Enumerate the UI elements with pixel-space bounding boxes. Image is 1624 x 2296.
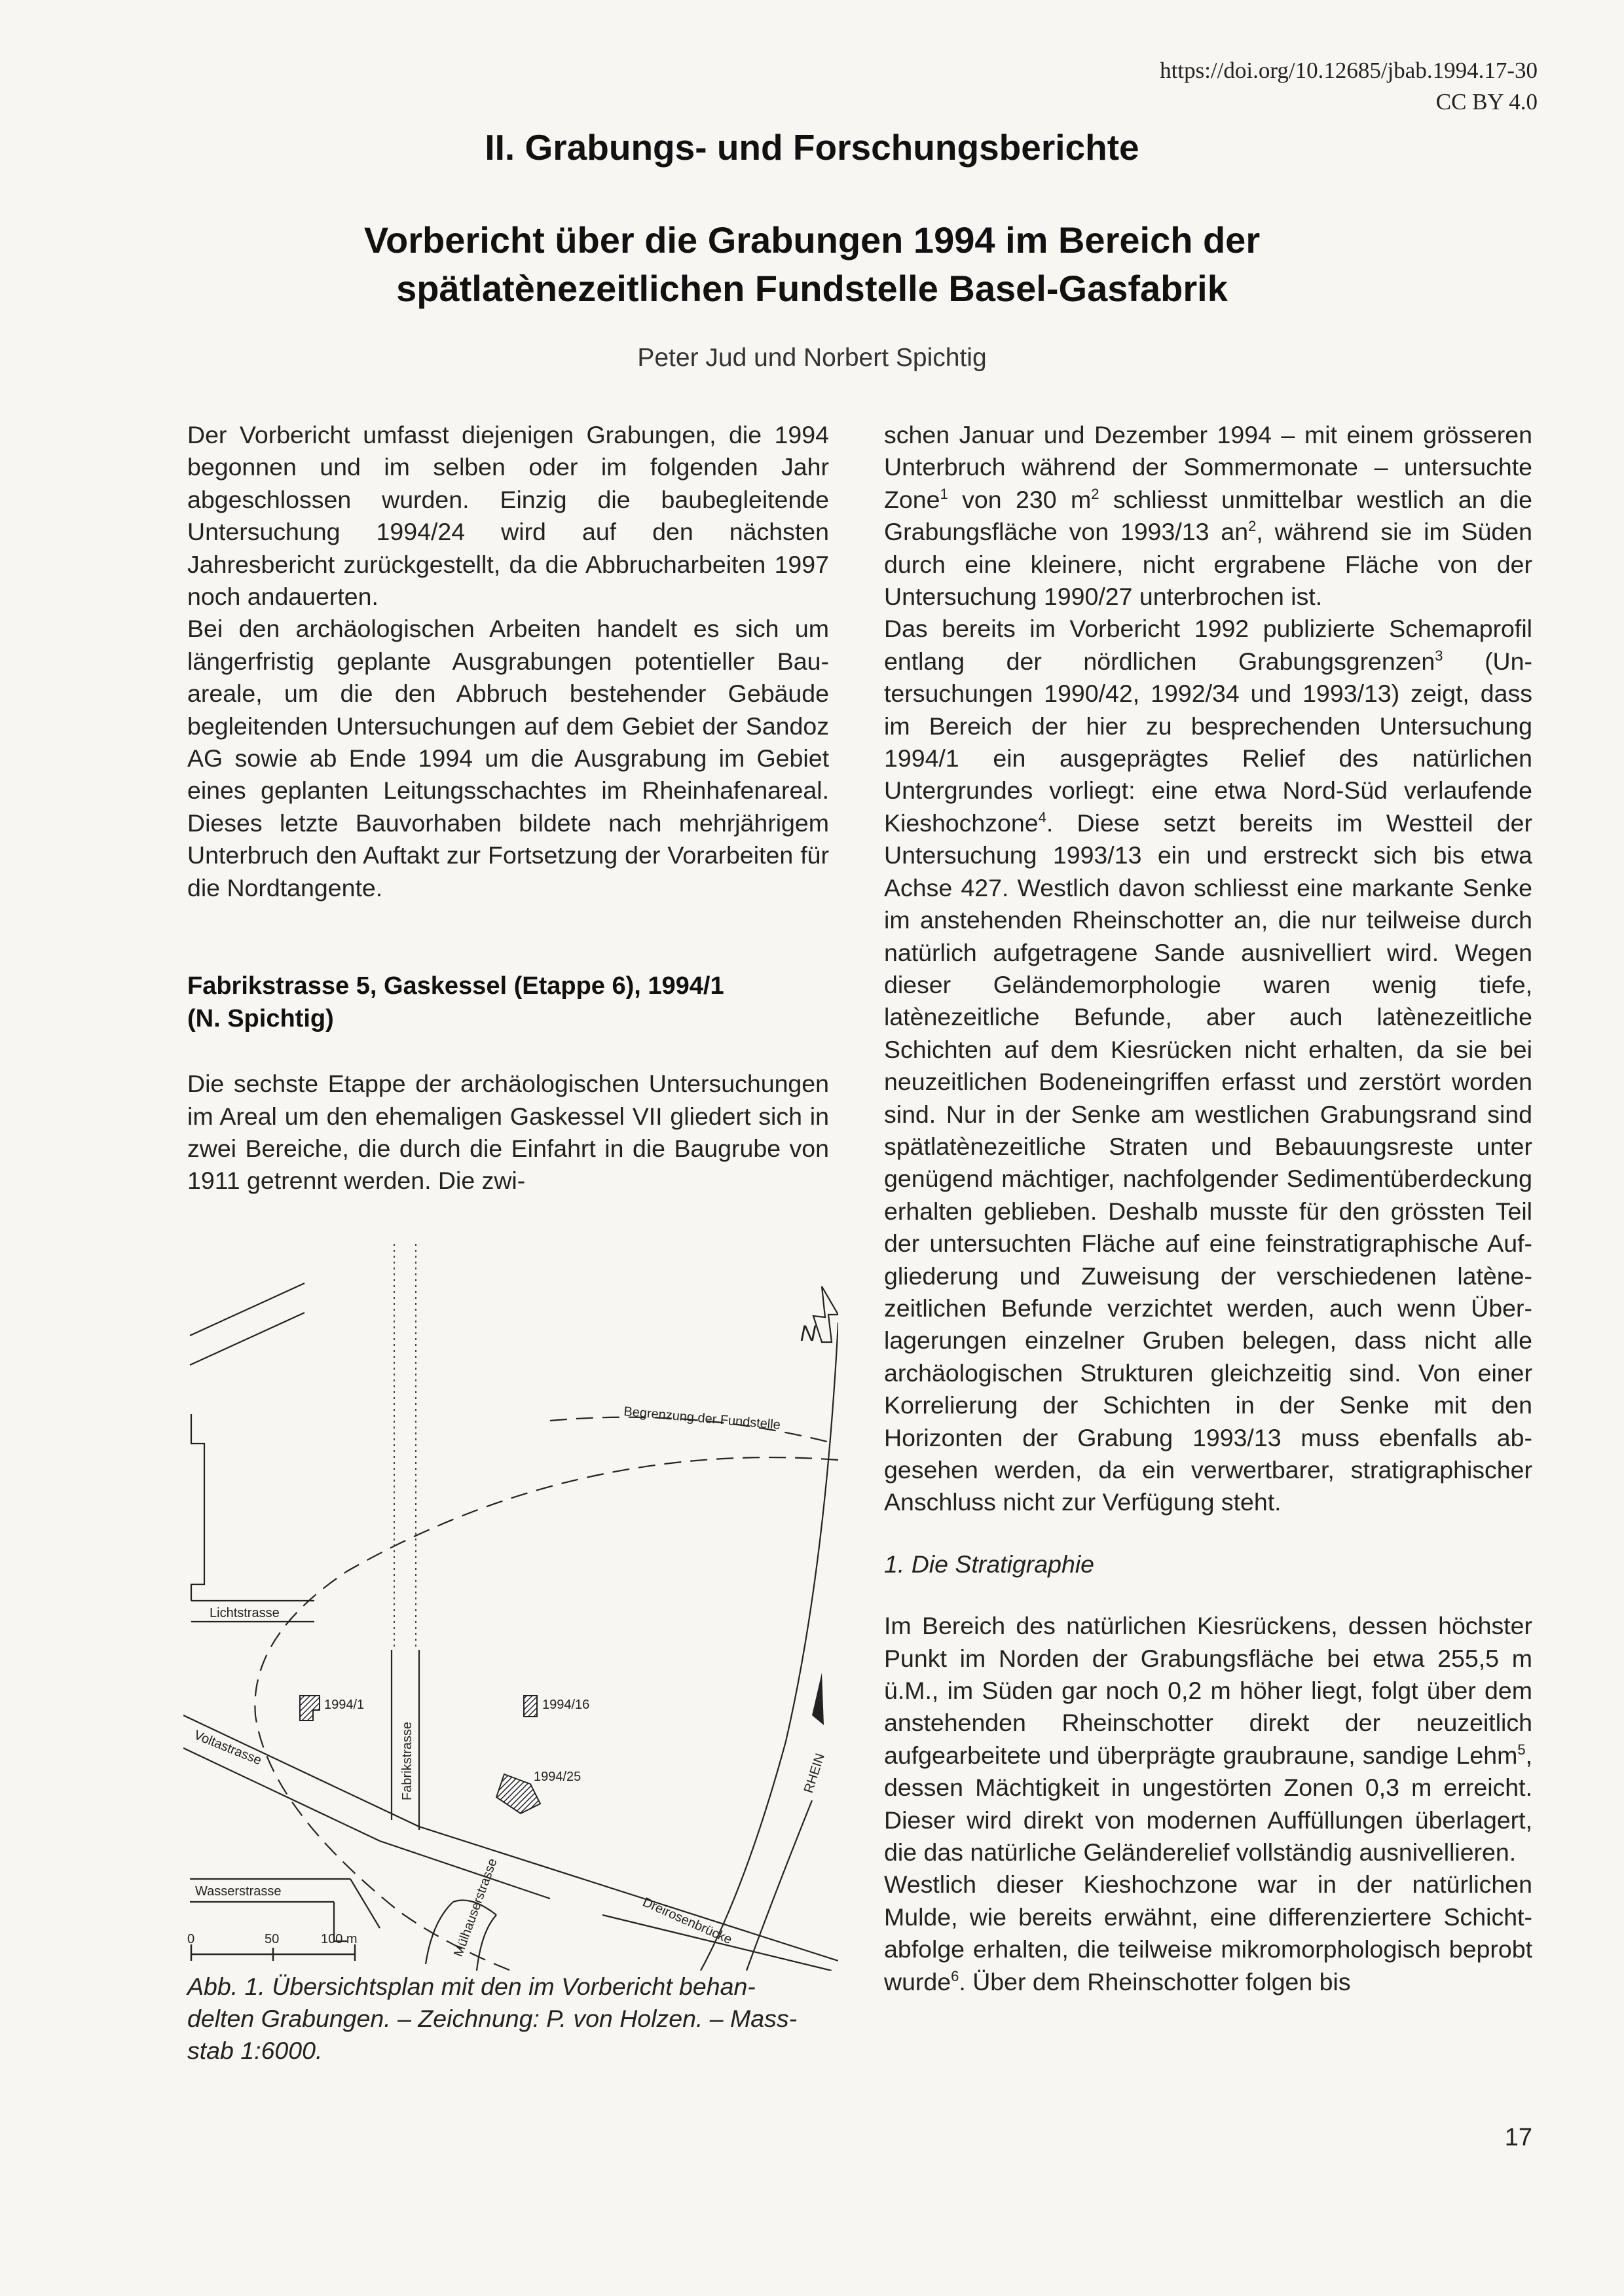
heading-line-2: (N. Spichtig) xyxy=(187,1005,334,1033)
footnote-ref[interactable]: 2 xyxy=(1248,518,1257,535)
map-building-outline xyxy=(191,1414,204,1601)
scale-bar xyxy=(191,1944,355,1961)
article-title xyxy=(0,216,1624,313)
right-column xyxy=(884,419,1532,1998)
text-run: (Untersuchungen 1990/42, 1992/34 und 1993/13) zeigt, dass im Bereich der hier zu besprechenden Untersuchung 1994/1 ein ausgeprägtes Relief des natürlichen Untergrundes vorliegt: eine etwa Nord-Süd verlaufende Kieshochzone xyxy=(884,647,1532,837)
map-building-line xyxy=(350,1879,380,1928)
fabrikstrasse-label: Fabrikstrasse xyxy=(400,1721,415,1800)
paragraph-profile xyxy=(884,613,1532,1518)
map-muelhauserstrasse-edge xyxy=(426,1902,453,1964)
footnote-ref[interactable]: 1 xyxy=(940,485,948,502)
map-road-edge xyxy=(602,1915,832,1971)
north-arrow-icon xyxy=(813,1286,838,1342)
site-plan-figure xyxy=(183,1244,838,1971)
heading-line-1: Fabrikstrasse 5, Gaskessel (Etappe 6), 1994/1 xyxy=(187,972,724,1000)
text-run: von 230 m xyxy=(948,485,1092,513)
article-title-line-1: Vorbericht über die Grabungen 1994 im Bereich der xyxy=(363,219,1261,261)
map-voltastrasse-edge xyxy=(183,1715,419,1827)
text-run: . Über dem Rheinschotter folgen bis xyxy=(959,1967,1351,1995)
footnote-ref[interactable]: 4 xyxy=(1038,809,1046,826)
map-building-line xyxy=(190,1283,304,1336)
scale-label-0: 0 xyxy=(187,1932,195,1946)
text-run: Westlich dieser Kieshochzone war in der natürlichen Mulde, wie bereits erwähnt, eine differenziertere Schichtabfolge erhalten, die teilweise mikromorphologisch beprobt wurde xyxy=(884,1870,1532,1995)
flow-arrow-icon xyxy=(812,1673,824,1725)
map-muelhauserstrasse-edge xyxy=(477,1915,496,1971)
article-title-line-2: spätlatènezeitlichen Fundstelle Basel-Gasfabrik xyxy=(396,268,1228,309)
paragraph-kiesruecken xyxy=(884,1610,1532,1868)
text-run: , dessen Mächtigkeit in ungestörten Zonen 0,3 m erreicht. Dieser wird direkt von modernen Auffüllungen überlagert, die das natürliche Geländerelief vollständig ausnivellieren. xyxy=(884,1741,1532,1867)
text-run: schliesst unmittelbar westlich an die Grabungsfläche von 1993/13 an xyxy=(884,485,1532,546)
site-label-1994-1: 1994/1 xyxy=(324,1698,365,1712)
paragraph-work-overview: Bei den archäologischen Arbeiten handelt es sich um längerfristig geplante Ausgrabungen potentieller Bauareale, um die den Abbruch bestehender Gebäude begleitenden Untersuchungen auf dem Gebiet der Sandoz AG sowie ab Ende 1994 um die Ausgrabung im Gebiet eines geplanten Leitungsschachtes im Rheinhafenareal. Dieses letzte Bauvorhaben bildete nach mehrjährigem Unterbruch den Auftakt zur Fortsetzung der Vorarbeiten für die Nordtangente. xyxy=(187,615,829,902)
text-run: Im Bereich des natürlichen Kiesrückens, dessen höchster Punkt im Norden der Grabungsfläche bei etwa 255,5 m ü.M., im Süden gar noch 0,2 m höher liegt, folgt über dem anstehenden Rheinschotter direkt der neuzeitlich aufgearbeitete und überprägte graubraune, sandige Lehm xyxy=(884,1612,1532,1769)
license: CC BY 4.0 xyxy=(1435,89,1538,115)
map-building-line xyxy=(190,1313,304,1365)
text-run: Das bereits im Vorbericht 1992 publizierte Schemaprofil entlang der nördlichen Grabungsgrenzen xyxy=(884,615,1532,675)
superscript-square: 2 xyxy=(1091,485,1099,502)
wasserstrasse-label: Wasserstrasse xyxy=(195,1884,282,1899)
paragraph-stage-six: Die sechste Etappe der archäologischen Untersuchungen im Areal um den ehemaligen Gaskessel VII gliedert sich in zwei Bereiche, die durch die Einfahrt in die Baugrube von 1911 getrennt werden. Die zwi- xyxy=(187,1070,829,1195)
paragraph-zone xyxy=(884,419,1532,613)
paragraph-mulde xyxy=(884,1868,1532,1998)
text-run: , während sie im Süden durch eine kleinere, nicht ergrabene Fläche von der Untersuchung 1990/27 unterbrochen ist. xyxy=(884,518,1532,611)
site-label-1994-25: 1994/25 xyxy=(534,1770,581,1784)
rhein-label: RHEIN xyxy=(801,1751,828,1795)
scale-label-100: 100 m xyxy=(321,1932,358,1946)
doi-header xyxy=(1079,55,1538,118)
subsection-heading-stratigraphy: 1. Die Stratigraphie xyxy=(884,1550,1095,1578)
footnote-ref[interactable]: 6 xyxy=(951,1967,959,1984)
text-run: . Diese setzt bereits im Westteil der Untersuchung 1993/13 ein und erstreckt sich bis etwa Achse 427. Westlich davon schliesst eine markante Senke im anstehenden Rheinschotter an, die nur teilweise durch natürlich aufgetragene Sande ausnivelliert wird. Wegen dieser Geländemorphologie waren wenig tiefe, latènezeitliche Befunde, aber auch latènezeitliche Schichten auf dem Kiesrücken nicht erhalten, da sie bei neuzeitlichen Bodeneingriffen erfasst und zerstört worden sind. Nur in der Senke am westlichen Grabungsrand sind spätlatènezeitliche Straten und Bebauungsreste unter genügend mächtiger, nachfolgender Sedimentüberdeckung erhalten geblieben. Deshalb musste für den grössten Teil der untersuchten Fläche auf eine feinstratigraphische Aufgliederung und Zuweisung der verschiedenen latènezeitlichen Befunde verzichtet werden, auch wenn Überlagerungen einzelner Gruben belegen, dass nicht alle archäologischen Strukturen gleichzeitig sind. Von einer Korrelierung der Schichten in der Senke mit den Horizonten der Grabung 1993/13 muss ebenfalls abgesehen werden, da ein verwertbarer, stratigraphischer Anschluss nicht zur Verfügung steht. xyxy=(884,809,1532,1516)
lichtstrasse-label: Lichtstrasse xyxy=(210,1606,280,1620)
footnote-ref[interactable]: 5 xyxy=(1517,1741,1526,1758)
left-column xyxy=(187,419,829,1197)
caption-line-2: delten Grabungen. – Zeichnung: P. von Holzen. – Mass- xyxy=(187,2005,798,2032)
north-label: N xyxy=(800,1321,817,1346)
section-title: II. Grabungs- und Forschungsberichte xyxy=(485,127,1139,168)
site-label-1994-16: 1994/16 xyxy=(542,1698,590,1712)
map-rhine-bank xyxy=(747,1800,812,1971)
muelhauserstrasse-label: Mülhauserstrasse xyxy=(451,1856,500,1959)
site-boundary xyxy=(255,1457,838,1971)
caption-line-1: Abb. 1. Übersichtsplan mit den im Vorbericht behan- xyxy=(187,1973,756,2000)
scale-label-50: 50 xyxy=(265,1932,280,1946)
text-run: schen Januar und Dezember 1994 – mit einem grösseren Unterbruch während der Sommermonate – untersuchte Zone xyxy=(884,421,1532,513)
doi-link[interactable]: https://doi.org/10.12685/jbab.1994.17-30 xyxy=(1160,58,1538,83)
paragraph-intro: Der Vorbericht umfasst diejenigen Grabungen, die 1994 begonnen und im selben oder im folgenden Jahr abgeschlossen wurden. Einzig die baubegleitende Untersuchung 1994/24 wird auf den nächsten Jahresbericht zurückgestellt, da die Abbrucharbeiten 1997 noch andauerten. xyxy=(187,421,829,611)
page-number: 17 xyxy=(1504,2124,1532,2151)
authors: Peter Jud und Norbert Spichtig xyxy=(637,344,987,372)
dreirosenbruecke-label: Dreirosenbrücke xyxy=(640,1895,734,1948)
site-marker-1994-16 xyxy=(524,1696,537,1717)
caption-line-3: stab 1:6000. xyxy=(187,2037,323,2064)
map-road-edge xyxy=(380,1841,550,1899)
voltastrasse-label: Voltastrasse xyxy=(192,1728,264,1768)
section-heading-fabrikstrasse xyxy=(187,970,829,1035)
boundary-label: Begrenzung der Fundstelle xyxy=(623,1404,781,1432)
site-marker-1994-1 xyxy=(300,1696,320,1721)
figure-caption xyxy=(187,1971,829,2067)
footnote-ref[interactable]: 3 xyxy=(1435,647,1443,664)
site-plan-map xyxy=(183,1244,838,1971)
